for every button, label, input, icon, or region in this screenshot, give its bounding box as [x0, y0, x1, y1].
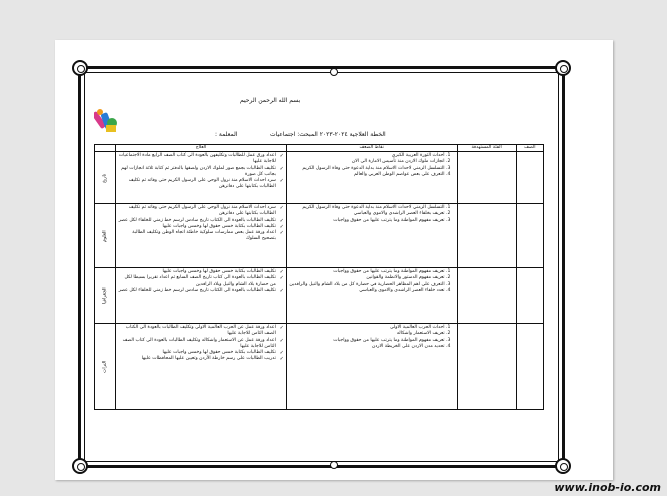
list-item: 3. التسلسل الزمني لاحداث الاسلام منذ بداية الدعوة حتى وفاة الرسول الكريم	[289, 166, 445, 172]
list-item: 1. تعريف مفهوم المواطنة وما يترتب عليها من حقوق وواجبات	[289, 269, 445, 275]
grade-cell	[516, 152, 543, 204]
corner-ornament	[72, 60, 88, 76]
list-item: 1. أحداث الثورة العربية الكبرى	[289, 153, 445, 159]
subject-cell: التراث	[95, 324, 116, 410]
list-item: ✓ سرد احداث الاسلام منذ نزول الوحي على الرسول الكريم حتى وفاته ثم تكليف الطالبات بكتابتها على دفاترهن	[118, 178, 284, 190]
list-item: 4. تحديد مدن الاردن على الخريطة الاردن	[289, 344, 445, 350]
list-item: ✓ اعداد ورقة عمل عن الاستعمار واشكاله وتكليف الطالبات بالعودة الى كتاب الصف الثامن للاجابة عليها	[118, 338, 284, 350]
site-watermark: www.inob-io.com	[554, 481, 661, 494]
list-item: ✓ اعداد ورقة عمل عن الحرب العالمية الاولى وتكليف الطالبات بالعودة الى الكتاب الصف الثامن للاجابة عليها	[118, 325, 284, 337]
weak-points-cell	[286, 152, 457, 204]
list-item: 4. تعدد خلفاء العصر الراشدي والاموي والعباسي	[289, 288, 445, 294]
header-weak-points: نقاط الضعف	[286, 145, 457, 152]
top-ornament	[330, 68, 338, 76]
header-previous-skill: الفئة المستهدفة	[457, 145, 516, 152]
list-item: ✓ تكليف الطالبات بجمع صور لملوك الاردن ولصقها بالدفتر ثم كتابة ثلاثة انجازات لهم بجانب كل صورة	[118, 166, 284, 178]
list-item: ✓ تكليف الطالبات بكتابة خمس حقوق لها وخمس واجبات عليها	[118, 350, 284, 356]
skill-cell	[457, 204, 516, 268]
plan-title: الخطة العلاجية ٢٠٢٤-٢٠٢٣ المبحث: اجتماعيات	[270, 131, 386, 138]
subject-cell: تاريخ	[95, 152, 116, 204]
list-item: ✓ تكليف الطالبات بالعودة الى كتاب تاريخ الصف السابع ثم اعداد تقريرا بسيطا لكل من حضارة بلاد الشام والنيل وبلاد الرافدين	[118, 275, 284, 287]
list-item: ✓ اعداد ورق عمل للطالبات وتكليفهن بالعودة الى كتاب الصف الرابع مادة الاجتماعيات للاجابة عليها	[118, 153, 284, 165]
header-grade: الصف	[516, 145, 543, 152]
header-remedy: العلاج	[116, 145, 287, 152]
remedy-cell	[116, 268, 287, 324]
list-item: 3. تعريف مفهوم المواطنة وما يترتب عليها من حقوق وواجبات	[289, 218, 445, 224]
weak-points-cell	[286, 324, 457, 410]
subject-cell: الجغرافيا	[95, 268, 116, 324]
remedy-cell	[116, 324, 287, 410]
list-item: 2. انجازات ملوك الاردن منذ تأسيس الامارة الى الان	[289, 159, 445, 165]
corner-ornament	[555, 458, 571, 474]
list-item: 2. تعريف بخلفاء العصر الراشدي والاموي والعباسي	[289, 211, 445, 217]
list-item: ✓ تكليف الطالبات بكتابة خمس حقوق لها وخمس واجبات عليها	[118, 269, 284, 275]
basmala-text: بسم الله الرحمن الرحيم	[240, 97, 301, 104]
skill-cell	[457, 268, 516, 324]
grade-cell	[516, 324, 543, 410]
skill-cell	[457, 324, 516, 410]
remedy-cell	[116, 152, 287, 204]
table-row	[95, 324, 544, 410]
list-item: 3. تعريف مفهوم المواطنة وما يترتب عليها من حقوق وواجبات	[289, 338, 445, 344]
list-item: 3. التعرف على اهم المظاهر الحضارية في حضارة كل من بلاد الشام والنيل والرافدين	[289, 282, 445, 288]
list-item: 1. احداث الحرب العالمية الاولى	[289, 325, 445, 331]
corner-ornament	[72, 458, 88, 474]
teacher-label: المعلمة :	[215, 131, 238, 138]
list-item: 2. تعريف مفهوم الدستور والانظمة والقوانين	[289, 275, 445, 281]
weak-points-cell	[286, 268, 457, 324]
subject-cell: العلوم	[95, 204, 116, 268]
table-row	[95, 152, 544, 204]
header-subject	[95, 145, 116, 152]
table-row	[95, 204, 544, 268]
remedial-plan-table	[94, 144, 544, 410]
list-item: 2. تعريف الاستعمار واشكاله	[289, 331, 445, 337]
corner-ornament	[555, 60, 571, 76]
grade-cell	[516, 268, 543, 324]
skill-cell	[457, 152, 516, 204]
table-row	[95, 268, 544, 324]
list-item: ✓ تكليف الطالبات بالعودة الى الكتاب تاريخ سادس لرسم خط زمني للخلفاء لكل عصر	[118, 288, 284, 294]
list-item: 1. التسلسل الزمني لاحداث الاسلام منذ بداية الدعوة حتى وفاة الرسول الكريم	[289, 205, 445, 211]
remedy-cell	[116, 204, 287, 268]
stationery-clipart-icon	[94, 107, 120, 135]
table-header-row	[95, 145, 544, 152]
list-item: ✓ اعداد ورقة عمل بعض ممارسات سلوكية خاطئة اتجاه الوطن وتكليف الطالبة بتصحيح السلوك	[118, 230, 284, 242]
bottom-ornament	[330, 461, 338, 469]
list-item: 4. التعرف على بعض عواصم الوطن العربي والعالم	[289, 172, 445, 178]
weak-points-cell	[286, 204, 457, 268]
list-item: ✓ تكليف الطالبات بكتابة خمس حقوق لها وخمس واجبات عليها	[118, 224, 284, 230]
list-item: ✓ تكليف الطالبات بالعودة الى الكتاب تاريخ سادس لرسم خط زمني للخلفاء لكل عصر	[118, 218, 284, 224]
list-item: ✓ تدريب الطالبات على رسم خارطة الأردن وتعيين عليها المحافظات عليها	[118, 356, 284, 362]
list-item: ✓ سرد احداث الاسلام منذ نزول الوحي على الرسول الكريم حتى وفاته ثم تكليف الطالبات بكتابتها على دفاترهن	[118, 205, 284, 217]
grade-cell	[516, 204, 543, 268]
